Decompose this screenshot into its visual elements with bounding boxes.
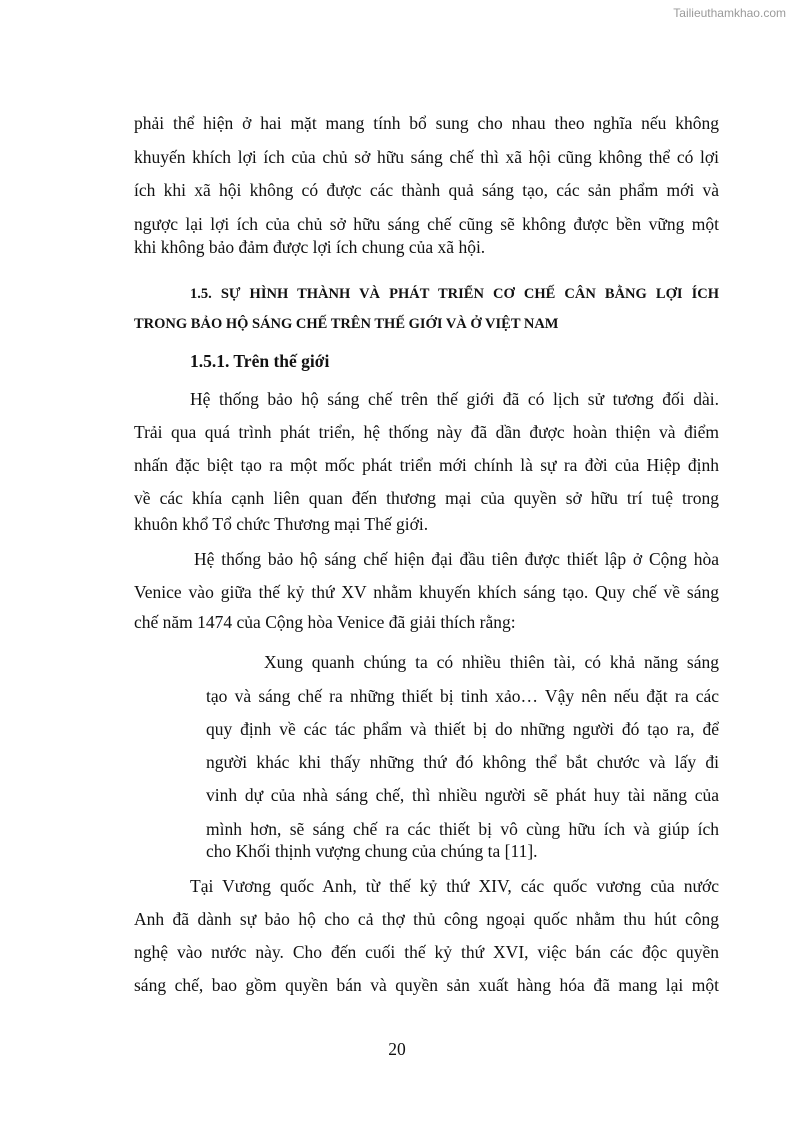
paragraph-line: Hệ thống bảo hộ sáng chế trên thế giới đã có lịch sử tương đối dài. [190, 389, 719, 409]
paragraph-line: khuyến khích lợi ích của chủ sở hữu sáng chế thì xã hội cũng không thể có lợi [134, 147, 719, 167]
page-number: 20 [388, 1039, 406, 1059]
paragraph-line: sáng chế, bao gồm quyền bán và quyền sản xuất hàng hóa đã mang lại một [134, 975, 719, 995]
watermark: Tailieuthamkhao.com [673, 6, 786, 20]
paragraph-line: Trải qua quá trình phát triển, hệ thống này đã dần được hoàn thiện và điểm [134, 422, 719, 442]
section-heading: 1.5. SỰ HÌNH THÀNH VÀ PHÁT TRIỂN CƠ CHẾ CÂN BẰNG LỢI ÍCH [190, 286, 719, 302]
paragraph-line: Anh đã dành sự bảo hộ cho cả thợ thủ công ngoại quốc nhằm thu hút công [134, 909, 719, 929]
quote-line: Xung quanh chúng ta có nhiều thiên tài, có khả năng sáng [264, 652, 719, 672]
paragraph-line: nhấn đặc biệt tạo ra một mốc phát triển mới chính là sự ra đời của Hiệp định [134, 455, 719, 475]
quote-line: quy định về các tác phẩm và thiết bị do những người đó tạo ra, để [206, 719, 719, 739]
quote-line: người khác khi thấy những thứ đó không thể bắt chước và lấy đi [206, 752, 719, 772]
section-heading: TRONG BẢO HỘ SÁNG CHẾ TRÊN THẾ GIỚI VÀ Ở VIỆT NAM [134, 316, 559, 332]
paragraph-line: phải thể hiện ở hai mặt mang tính bổ sung cho nhau theo nghĩa nếu không [134, 113, 719, 133]
paragraph-line: Venice vào giữa thế kỷ thứ XV nhằm khuyến khích sáng tạo. Quy chế về sáng [134, 582, 719, 602]
paragraph-line: nghệ vào nước này. Cho đến cuối thế kỷ thứ XVI, việc bán các độc quyền [134, 942, 719, 962]
paragraph-line: ích khi xã hội không có được các thành quả sáng tạo, các sản phẩm mới và [134, 180, 719, 200]
paragraph-line: ngược lại lợi ích của chủ sở hữu sáng chế cũng sẽ không được bền vững một [134, 214, 719, 234]
paragraph-line: Hệ thống bảo hộ sáng chế hiện đại đầu tiên được thiết lập ở Cộng hòa [194, 549, 719, 569]
subsection-heading: 1.5.1. Trên thế giới [190, 351, 330, 371]
quote-line: cho Khối thịnh vượng chung của chúng ta [11]. [206, 841, 538, 861]
quote-line: vinh dự của nhà sáng chế, thì nhiều người sẽ phát huy tài năng của [206, 785, 719, 805]
paragraph-line: chế năm 1474 của Cộng hòa Venice đã giải thích rằng: [134, 612, 516, 632]
paragraph-line: khuôn khổ Tổ chức Thương mại Thế giới. [134, 514, 429, 534]
paragraph-line: Tại Vương quốc Anh, từ thế kỷ thứ XIV, các quốc vương của nước [190, 876, 719, 896]
paragraph-line: về các khía cạnh liên quan đến thương mại của quyền sở hữu trí tuệ trong [134, 488, 719, 508]
paragraph-line: khi không bảo đảm được lợi ích chung của xã hội. [134, 237, 486, 257]
quote-line: mình hơn, sẽ sáng chế ra các thiết bị vô cùng hữu ích và giúp ích [206, 819, 719, 839]
quote-line: tạo và sáng chế ra những thiết bị tinh xảo… Vậy nên nếu đặt ra các [206, 686, 719, 706]
